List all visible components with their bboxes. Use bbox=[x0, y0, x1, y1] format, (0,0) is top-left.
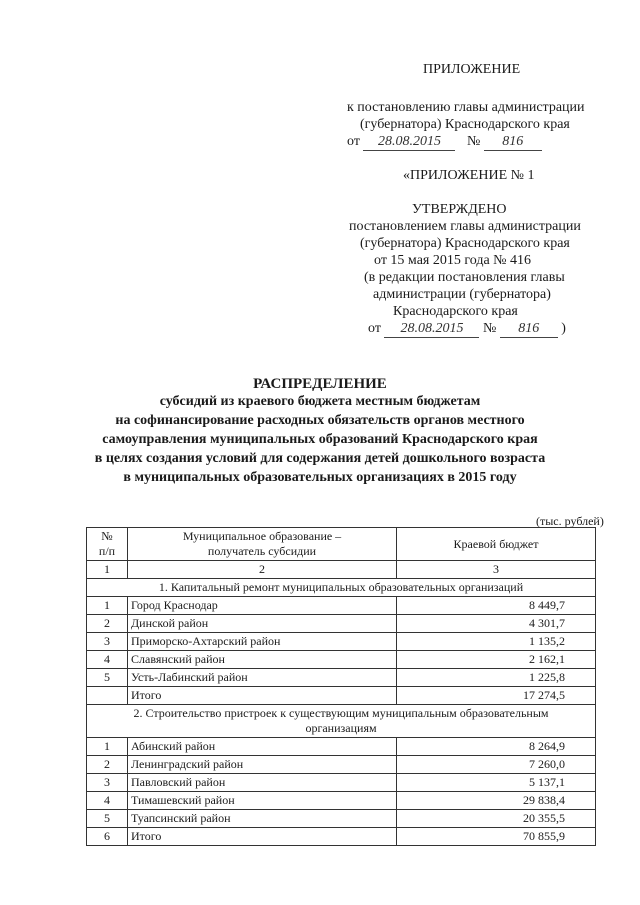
approval-number: 816 bbox=[500, 321, 558, 338]
header-municipality bbox=[128, 528, 397, 561]
row-value: 1 225,8 bbox=[397, 669, 596, 687]
header-budget: Краевой бюджет bbox=[397, 528, 596, 561]
row-value: 1 135,2 bbox=[397, 633, 596, 651]
table-row bbox=[87, 792, 596, 810]
units-label: (тыс. рублей) bbox=[536, 514, 604, 528]
row-municipality: Тимашевский район bbox=[128, 792, 397, 810]
row-number: 5 bbox=[87, 810, 128, 828]
row-municipality: Приморско-Ахтарский район bbox=[128, 633, 397, 651]
table-row bbox=[87, 633, 596, 651]
approval-line5: администрации (губернатора) bbox=[373, 287, 551, 302]
total-row bbox=[87, 687, 596, 705]
row-number: 6 bbox=[87, 828, 128, 846]
from-label: от bbox=[347, 134, 360, 149]
closing-paren: ) bbox=[561, 321, 566, 336]
section2-title-line1: 2. Строительство пристроек к существующим муниципальным образовательным bbox=[133, 706, 549, 720]
title-line3: самоуправления муниципальных образований Краснодарского края bbox=[102, 432, 538, 447]
table-header-row bbox=[87, 528, 596, 561]
from-label: от bbox=[368, 321, 381, 336]
row-number: 2 bbox=[87, 756, 128, 774]
table-row bbox=[87, 774, 596, 792]
approval-line6: Краснодарского края bbox=[393, 304, 518, 319]
approved-label: УТВЕРЖДЕНО bbox=[412, 202, 507, 217]
table-row bbox=[87, 756, 596, 774]
table-row bbox=[87, 597, 596, 615]
column-numbers-row bbox=[87, 561, 596, 579]
row-value: 70 855,9 bbox=[397, 828, 596, 846]
total-label: Итого bbox=[128, 687, 397, 705]
header-name-line2: получатель субсидии bbox=[207, 544, 317, 558]
header-num-line2: п/п bbox=[98, 544, 116, 558]
table-row bbox=[87, 738, 596, 756]
section2-title-line2: организациям bbox=[305, 721, 377, 735]
document-heading: РАСПРЕДЕЛЕНИЕ bbox=[253, 376, 387, 392]
header-name-line1: Муниципальное образование – bbox=[182, 529, 342, 543]
row-municipality: Абинский район bbox=[128, 738, 397, 756]
row-value: 8 449,7 bbox=[397, 597, 596, 615]
col-number: 3 bbox=[397, 561, 596, 579]
appendix-label: ПРИЛОЖЕНИЕ bbox=[423, 62, 521, 77]
row-municipality: Туапсинский район bbox=[128, 810, 397, 828]
row-value: 29 838,4 bbox=[397, 792, 596, 810]
row-municipality: Итого bbox=[128, 828, 397, 846]
total-value: 17 274,5 bbox=[397, 687, 596, 705]
number-label: № bbox=[482, 321, 497, 336]
row-value: 4 301,7 bbox=[397, 615, 596, 633]
row-value: 20 355,5 bbox=[397, 810, 596, 828]
col-number: 2 bbox=[128, 561, 397, 579]
row-number: 4 bbox=[87, 792, 128, 810]
row-number bbox=[87, 687, 128, 705]
row-number: 1 bbox=[87, 738, 128, 756]
table-row bbox=[87, 651, 596, 669]
table-row bbox=[87, 810, 596, 828]
approval-line2: (губернатора) Краснодарского края bbox=[360, 236, 570, 251]
approval-date: 28.08.2015 bbox=[384, 321, 479, 338]
title-line2: на софинансирование расходных обязательств органов местного bbox=[115, 413, 525, 428]
row-municipality: Павловский район bbox=[128, 774, 397, 792]
row-value: 7 260,0 bbox=[397, 756, 596, 774]
approval-line3: от 15 мая 2015 года № 416 bbox=[374, 253, 532, 268]
row-number: 5 bbox=[87, 669, 128, 687]
row-municipality: Ленинградский район bbox=[128, 756, 397, 774]
approval-date-line bbox=[368, 321, 566, 338]
header-num-line1: № bbox=[101, 529, 113, 543]
section1-title: 1. Капитальный ремонт муниципальных образовательных организаций bbox=[87, 579, 596, 597]
col-number: 1 bbox=[87, 561, 128, 579]
approval-line4: (в редакции постановления главы bbox=[364, 270, 565, 285]
section2-title bbox=[87, 705, 596, 738]
row-value: 2 162,1 bbox=[397, 651, 596, 669]
approval-line1: постановлением главы администрации bbox=[349, 219, 581, 234]
decree-date-line bbox=[347, 134, 542, 151]
row-number: 3 bbox=[87, 774, 128, 792]
title-line4: в целях создания условий для содержания детей дошкольного возраста bbox=[94, 451, 546, 466]
row-municipality: Усть-Лабинский район bbox=[128, 669, 397, 687]
table-row bbox=[87, 828, 596, 846]
row-municipality: Город Краснодар bbox=[128, 597, 397, 615]
row-municipality: Динской район bbox=[128, 615, 397, 633]
table-row bbox=[87, 669, 596, 687]
row-value: 8 264,9 bbox=[397, 738, 596, 756]
section-title-row bbox=[87, 705, 596, 738]
number-label: № bbox=[466, 134, 481, 149]
decree-ref-line2: (губернатора) Краснодарского края bbox=[360, 117, 570, 132]
row-number: 4 bbox=[87, 651, 128, 669]
decree-ref-line1: к постановлению главы администрации bbox=[347, 100, 585, 115]
appendix-1-label: «ПРИЛОЖЕНИЕ № 1 bbox=[403, 168, 535, 183]
row-value: 5 137,1 bbox=[397, 774, 596, 792]
title-line1: субсидий из краевого бюджета местным бюджетам bbox=[159, 394, 481, 409]
table-row bbox=[87, 615, 596, 633]
header-num bbox=[87, 528, 128, 561]
decree-number: 816 bbox=[484, 134, 542, 151]
row-number: 3 bbox=[87, 633, 128, 651]
subsidy-table bbox=[86, 527, 596, 846]
decree-date: 28.08.2015 bbox=[363, 134, 455, 151]
title-line5: в муниципальных образовательных организациях в 2015 году bbox=[123, 470, 517, 485]
row-number: 1 bbox=[87, 597, 128, 615]
row-municipality: Славянский район bbox=[128, 651, 397, 669]
row-number: 2 bbox=[87, 615, 128, 633]
section-title-row bbox=[87, 579, 596, 597]
